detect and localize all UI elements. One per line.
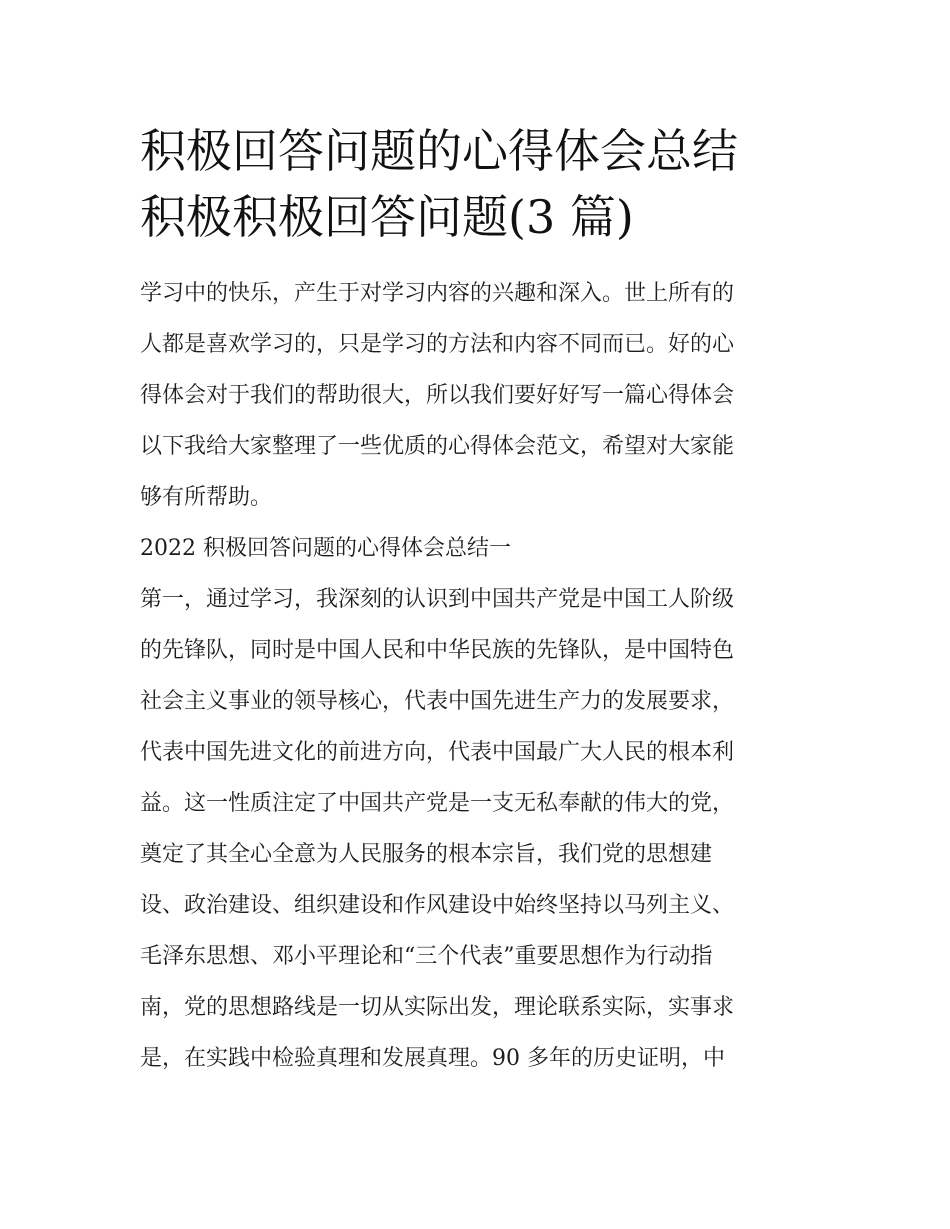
section-line: 第一，通过学习，我深刻的认识到中国共产党是中国工人阶级 (140, 587, 735, 612)
section-line: 是，在实践中检验真理和发展真理。90 多年的历史证明，中 (140, 1046, 725, 1071)
section-line: 毛泽东思想、邓小平理论和“三个代表”重要思想作为行动指 (140, 944, 713, 969)
section-heading: 2022 积极回答问题的心得体会总结一 (140, 536, 511, 561)
intro-paragraph (140, 268, 812, 523)
section-line: 设、政治建设、组织建设和作风建设中始终坚持以马列主义、 (140, 893, 735, 918)
document-title (140, 118, 812, 250)
section-paragraph (140, 574, 812, 1084)
section-line: 南，党的思想路线是一切从实际出发，理论联系实际，实事求 (140, 995, 735, 1020)
intro-line: 学习中的快乐，产生于对学习内容的兴趣和深入。世上所有的 (140, 281, 735, 306)
section-line: 的先锋队，同时是中国人民和中华民族的先锋队，是中国特色 (140, 638, 735, 663)
intro-line: 以下我给大家整理了一些优质的心得体会范文，希望对大家能 (140, 434, 735, 459)
section-line: 代表中国先进文化的前进方向，代表中国最广大人民的根本利 (140, 740, 735, 765)
intro-line: 够有所帮助。 (140, 485, 273, 510)
section-line: 奠定了其全心全意为人民服务的根本宗旨，我们党的思想建 (140, 842, 713, 867)
section-line: 社会主义事业的领导核心，代表中国先进生产力的发展要求， (140, 689, 735, 714)
document-page (140, 118, 812, 1084)
section-line: 益。这一性质注定了中国共产党是一支无私奉献的伟大的党， (140, 791, 735, 816)
title-line-2: 积极积极回答问题(3 篇) (140, 190, 634, 244)
intro-line: 人都是喜欢学习的，只是学习的方法和内容不同而已。好的心 (140, 332, 735, 357)
title-line-1: 积极回答问题的心得体会总结 (140, 124, 738, 178)
intro-line: 得体会对于我们的帮助很大，所以我们要好好写一篇心得体会 (140, 383, 735, 408)
